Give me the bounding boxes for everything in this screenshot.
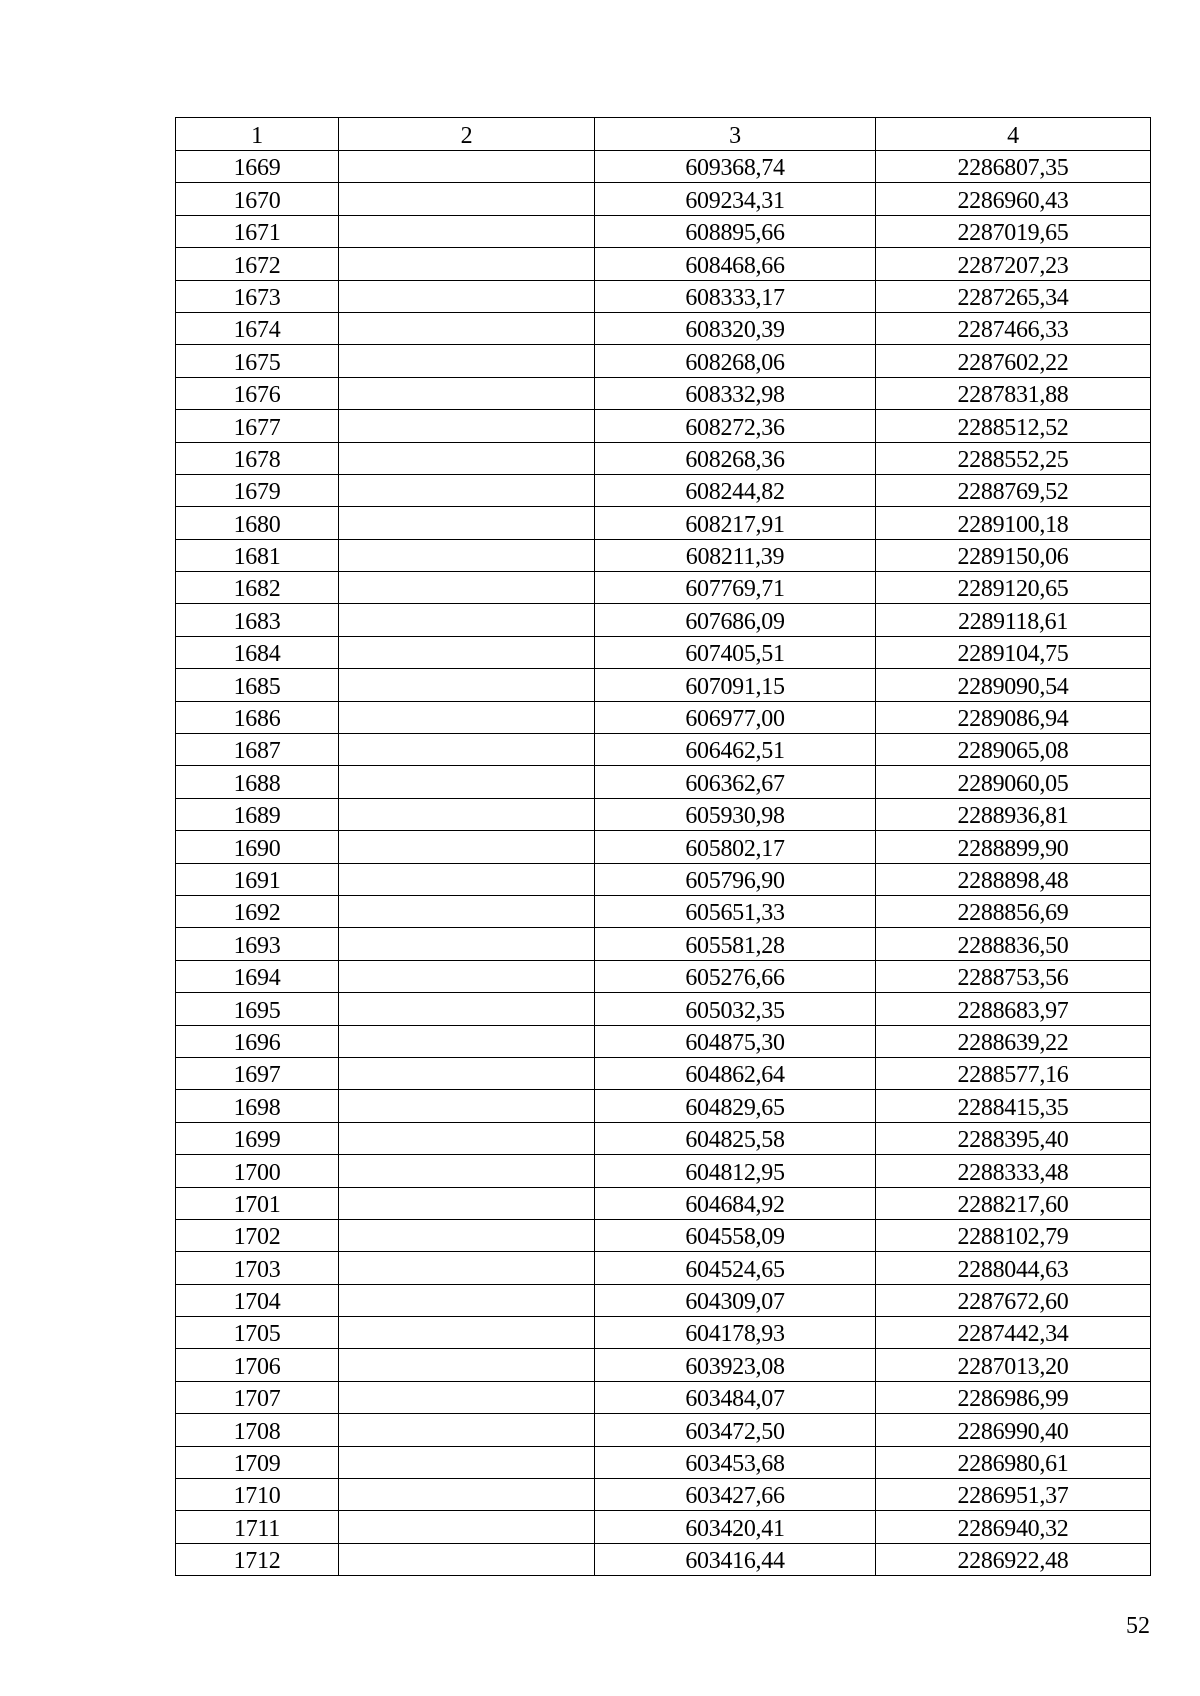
- point-number-cell: 1685: [176, 669, 339, 701]
- empty-cell: [339, 734, 595, 766]
- y-coordinate-cell: 2289120,65: [876, 572, 1151, 604]
- x-coordinate-cell: 608211,39: [595, 539, 876, 571]
- empty-cell: [339, 960, 595, 992]
- y-coordinate-cell: 2287831,88: [876, 377, 1151, 409]
- page-number: 52: [1126, 1613, 1150, 1639]
- y-coordinate-cell: 2287019,65: [876, 215, 1151, 247]
- table-row: [176, 1252, 1151, 1284]
- empty-cell: [339, 1414, 595, 1446]
- empty-cell: [339, 1284, 595, 1316]
- point-number-cell: 1697: [176, 1057, 339, 1089]
- x-coordinate-cell: 604684,92: [595, 1187, 876, 1219]
- empty-cell: [339, 507, 595, 539]
- empty-cell: [339, 895, 595, 927]
- empty-cell: [339, 1155, 595, 1187]
- table-row: [176, 1219, 1151, 1251]
- point-number-cell: 1672: [176, 248, 339, 280]
- point-number-cell: 1703: [176, 1252, 339, 1284]
- empty-cell: [339, 636, 595, 668]
- x-coordinate-cell: 609368,74: [595, 151, 876, 183]
- y-coordinate-cell: 2286986,99: [876, 1381, 1151, 1413]
- point-number-cell: 1686: [176, 701, 339, 733]
- table-row: [176, 507, 1151, 539]
- empty-cell: [339, 928, 595, 960]
- point-number-cell: 1670: [176, 183, 339, 215]
- x-coordinate-cell: 604829,65: [595, 1090, 876, 1122]
- empty-cell: [339, 1317, 595, 1349]
- point-number-cell: 1689: [176, 798, 339, 830]
- empty-cell: [339, 993, 595, 1025]
- empty-cell: [339, 345, 595, 377]
- header-row: [176, 118, 1151, 151]
- empty-cell: [339, 1446, 595, 1478]
- x-coordinate-cell: 608244,82: [595, 474, 876, 506]
- point-number-cell: 1710: [176, 1479, 339, 1511]
- table-row: [176, 474, 1151, 506]
- point-number-cell: 1696: [176, 1025, 339, 1057]
- table-row: [176, 215, 1151, 247]
- table-row: [176, 895, 1151, 927]
- empty-cell: [339, 215, 595, 247]
- table-row: [176, 539, 1151, 571]
- table-row: [176, 280, 1151, 312]
- y-coordinate-cell: 2288898,48: [876, 863, 1151, 895]
- point-number-cell: 1702: [176, 1219, 339, 1251]
- y-coordinate-cell: 2287265,34: [876, 280, 1151, 312]
- y-coordinate-cell: 2287013,20: [876, 1349, 1151, 1381]
- point-number-cell: 1677: [176, 410, 339, 442]
- y-coordinate-cell: 2288395,40: [876, 1122, 1151, 1154]
- table-row: [176, 151, 1151, 183]
- y-coordinate-cell: 2286960,43: [876, 183, 1151, 215]
- table-row: [176, 248, 1151, 280]
- header-cell-3: 3: [595, 118, 876, 151]
- y-coordinate-cell: 2287466,33: [876, 312, 1151, 344]
- x-coordinate-cell: 607405,51: [595, 636, 876, 668]
- table-row: [176, 442, 1151, 474]
- x-coordinate-cell: 608217,91: [595, 507, 876, 539]
- y-coordinate-cell: 2288333,48: [876, 1155, 1151, 1187]
- y-coordinate-cell: 2287442,34: [876, 1317, 1151, 1349]
- y-coordinate-cell: 2288683,97: [876, 993, 1151, 1025]
- x-coordinate-cell: 604812,95: [595, 1155, 876, 1187]
- x-coordinate-cell: 603420,41: [595, 1511, 876, 1543]
- y-coordinate-cell: 2286922,48: [876, 1543, 1151, 1575]
- y-coordinate-cell: 2287602,22: [876, 345, 1151, 377]
- empty-cell: [339, 151, 595, 183]
- y-coordinate-cell: 2289060,05: [876, 766, 1151, 798]
- table-row: [176, 1187, 1151, 1219]
- x-coordinate-cell: 604178,93: [595, 1317, 876, 1349]
- x-coordinate-cell: 608333,17: [595, 280, 876, 312]
- y-coordinate-cell: 2289118,61: [876, 604, 1151, 636]
- x-coordinate-cell: 605651,33: [595, 895, 876, 927]
- table-row: [176, 669, 1151, 701]
- empty-cell: [339, 572, 595, 604]
- point-number-cell: 1687: [176, 734, 339, 766]
- point-number-cell: 1694: [176, 960, 339, 992]
- empty-cell: [339, 1219, 595, 1251]
- y-coordinate-cell: 2288769,52: [876, 474, 1151, 506]
- y-coordinate-cell: 2288936,81: [876, 798, 1151, 830]
- point-number-cell: 1700: [176, 1155, 339, 1187]
- empty-cell: [339, 1511, 595, 1543]
- point-number-cell: 1706: [176, 1349, 339, 1381]
- x-coordinate-cell: 606462,51: [595, 734, 876, 766]
- empty-cell: [339, 604, 595, 636]
- y-coordinate-cell: 2287207,23: [876, 248, 1151, 280]
- table-row: [176, 183, 1151, 215]
- y-coordinate-cell: 2289100,18: [876, 507, 1151, 539]
- table-row: [176, 766, 1151, 798]
- x-coordinate-cell: 605796,90: [595, 863, 876, 895]
- empty-cell: [339, 1090, 595, 1122]
- table-row: [176, 1155, 1151, 1187]
- table-row: [176, 1025, 1151, 1057]
- x-coordinate-cell: 608272,36: [595, 410, 876, 442]
- x-coordinate-cell: 604558,09: [595, 1219, 876, 1251]
- point-number-cell: 1688: [176, 766, 339, 798]
- table-row: [176, 636, 1151, 668]
- table-row: [176, 1349, 1151, 1381]
- point-number-cell: 1698: [176, 1090, 339, 1122]
- x-coordinate-cell: 603427,66: [595, 1479, 876, 1511]
- empty-cell: [339, 1349, 595, 1381]
- point-number-cell: 1712: [176, 1543, 339, 1575]
- table-row: [176, 1543, 1151, 1575]
- table-row: [176, 831, 1151, 863]
- empty-cell: [339, 1122, 595, 1154]
- empty-cell: [339, 442, 595, 474]
- y-coordinate-cell: 2288899,90: [876, 831, 1151, 863]
- table-row: [176, 960, 1151, 992]
- point-number-cell: 1681: [176, 539, 339, 571]
- y-coordinate-cell: 2289086,94: [876, 701, 1151, 733]
- table-row: [176, 1122, 1151, 1154]
- table-row: [176, 1284, 1151, 1316]
- y-coordinate-cell: 2288044,63: [876, 1252, 1151, 1284]
- y-coordinate-cell: 2289065,08: [876, 734, 1151, 766]
- table-header: [176, 118, 1151, 151]
- x-coordinate-cell: 605032,35: [595, 993, 876, 1025]
- table-body: [176, 151, 1151, 1576]
- empty-cell: [339, 798, 595, 830]
- y-coordinate-cell: 2288512,52: [876, 410, 1151, 442]
- table-row: [176, 1479, 1151, 1511]
- x-coordinate-cell: 603923,08: [595, 1349, 876, 1381]
- point-number-cell: 1675: [176, 345, 339, 377]
- point-number-cell: 1692: [176, 895, 339, 927]
- empty-cell: [339, 831, 595, 863]
- x-coordinate-cell: 603453,68: [595, 1446, 876, 1478]
- point-number-cell: 1695: [176, 993, 339, 1025]
- point-number-cell: 1701: [176, 1187, 339, 1219]
- empty-cell: [339, 1057, 595, 1089]
- header-cell-2: 2: [339, 118, 595, 151]
- table-row: [176, 701, 1151, 733]
- point-number-cell: 1708: [176, 1414, 339, 1446]
- y-coordinate-cell: 2289150,06: [876, 539, 1151, 571]
- x-coordinate-cell: 604825,58: [595, 1122, 876, 1154]
- table-row: [176, 1057, 1151, 1089]
- table-row: [176, 1090, 1151, 1122]
- point-number-cell: 1705: [176, 1317, 339, 1349]
- x-coordinate-cell: 607769,71: [595, 572, 876, 604]
- empty-cell: [339, 1479, 595, 1511]
- y-coordinate-cell: 2286951,37: [876, 1479, 1151, 1511]
- table-row: [176, 734, 1151, 766]
- x-coordinate-cell: 606977,00: [595, 701, 876, 733]
- y-coordinate-cell: 2286990,40: [876, 1414, 1151, 1446]
- point-number-cell: 1711: [176, 1511, 339, 1543]
- empty-cell: [339, 1025, 595, 1057]
- x-coordinate-cell: 604309,07: [595, 1284, 876, 1316]
- y-coordinate-cell: 2289104,75: [876, 636, 1151, 668]
- point-number-cell: 1671: [176, 215, 339, 247]
- x-coordinate-cell: 608268,06: [595, 345, 876, 377]
- empty-cell: [339, 669, 595, 701]
- point-number-cell: 1678: [176, 442, 339, 474]
- y-coordinate-cell: 2288217,60: [876, 1187, 1151, 1219]
- x-coordinate-cell: 605802,17: [595, 831, 876, 863]
- point-number-cell: 1691: [176, 863, 339, 895]
- empty-cell: [339, 474, 595, 506]
- table-row: [176, 1414, 1151, 1446]
- empty-cell: [339, 539, 595, 571]
- table-row: [176, 377, 1151, 409]
- coordinates-table: [175, 117, 1151, 1576]
- x-coordinate-cell: 605276,66: [595, 960, 876, 992]
- x-coordinate-cell: 607091,15: [595, 669, 876, 701]
- point-number-cell: 1693: [176, 928, 339, 960]
- header-cell-4: 4: [876, 118, 1151, 151]
- x-coordinate-cell: 604875,30: [595, 1025, 876, 1057]
- y-coordinate-cell: 2288552,25: [876, 442, 1151, 474]
- x-coordinate-cell: 609234,31: [595, 183, 876, 215]
- y-coordinate-cell: 2289090,54: [876, 669, 1151, 701]
- table-row: [176, 1381, 1151, 1413]
- table-row: [176, 1446, 1151, 1478]
- y-coordinate-cell: 2288577,16: [876, 1057, 1151, 1089]
- x-coordinate-cell: 603472,50: [595, 1414, 876, 1446]
- table-row: [176, 345, 1151, 377]
- empty-cell: [339, 280, 595, 312]
- table-row: [176, 1511, 1151, 1543]
- table-row: [176, 1317, 1151, 1349]
- empty-cell: [339, 410, 595, 442]
- table-row: [176, 928, 1151, 960]
- point-number-cell: 1673: [176, 280, 339, 312]
- y-coordinate-cell: 2288415,35: [876, 1090, 1151, 1122]
- x-coordinate-cell: 605581,28: [595, 928, 876, 960]
- y-coordinate-cell: 2286807,35: [876, 151, 1151, 183]
- y-coordinate-cell: 2288102,79: [876, 1219, 1151, 1251]
- table-row: [176, 410, 1151, 442]
- x-coordinate-cell: 605930,98: [595, 798, 876, 830]
- empty-cell: [339, 863, 595, 895]
- x-coordinate-cell: 606362,67: [595, 766, 876, 798]
- x-coordinate-cell: 603484,07: [595, 1381, 876, 1413]
- empty-cell: [339, 701, 595, 733]
- table-row: [176, 604, 1151, 636]
- empty-cell: [339, 1187, 595, 1219]
- empty-cell: [339, 183, 595, 215]
- y-coordinate-cell: 2288856,69: [876, 895, 1151, 927]
- empty-cell: [339, 377, 595, 409]
- x-coordinate-cell: 608332,98: [595, 377, 876, 409]
- x-coordinate-cell: 604862,64: [595, 1057, 876, 1089]
- empty-cell: [339, 312, 595, 344]
- table-row: [176, 572, 1151, 604]
- point-number-cell: 1684: [176, 636, 339, 668]
- point-number-cell: 1680: [176, 507, 339, 539]
- y-coordinate-cell: 2286940,32: [876, 1511, 1151, 1543]
- point-number-cell: 1683: [176, 604, 339, 636]
- empty-cell: [339, 248, 595, 280]
- table-row: [176, 312, 1151, 344]
- point-number-cell: 1669: [176, 151, 339, 183]
- point-number-cell: 1699: [176, 1122, 339, 1154]
- table-row: [176, 798, 1151, 830]
- empty-cell: [339, 1381, 595, 1413]
- x-coordinate-cell: 608895,66: [595, 215, 876, 247]
- header-cell-1: 1: [176, 118, 339, 151]
- empty-cell: [339, 1252, 595, 1284]
- table-row: [176, 863, 1151, 895]
- point-number-cell: 1674: [176, 312, 339, 344]
- point-number-cell: 1682: [176, 572, 339, 604]
- point-number-cell: 1679: [176, 474, 339, 506]
- x-coordinate-cell: 604524,65: [595, 1252, 876, 1284]
- empty-cell: [339, 766, 595, 798]
- empty-cell: [339, 1543, 595, 1575]
- point-number-cell: 1704: [176, 1284, 339, 1316]
- y-coordinate-cell: 2287672,60: [876, 1284, 1151, 1316]
- y-coordinate-cell: 2288753,56: [876, 960, 1151, 992]
- point-number-cell: 1676: [176, 377, 339, 409]
- x-coordinate-cell: 608268,36: [595, 442, 876, 474]
- x-coordinate-cell: 603416,44: [595, 1543, 876, 1575]
- point-number-cell: 1690: [176, 831, 339, 863]
- y-coordinate-cell: 2288639,22: [876, 1025, 1151, 1057]
- point-number-cell: 1707: [176, 1381, 339, 1413]
- x-coordinate-cell: 608468,66: [595, 248, 876, 280]
- y-coordinate-cell: 2288836,50: [876, 928, 1151, 960]
- table-row: [176, 993, 1151, 1025]
- point-number-cell: 1709: [176, 1446, 339, 1478]
- x-coordinate-cell: 608320,39: [595, 312, 876, 344]
- y-coordinate-cell: 2286980,61: [876, 1446, 1151, 1478]
- x-coordinate-cell: 607686,09: [595, 604, 876, 636]
